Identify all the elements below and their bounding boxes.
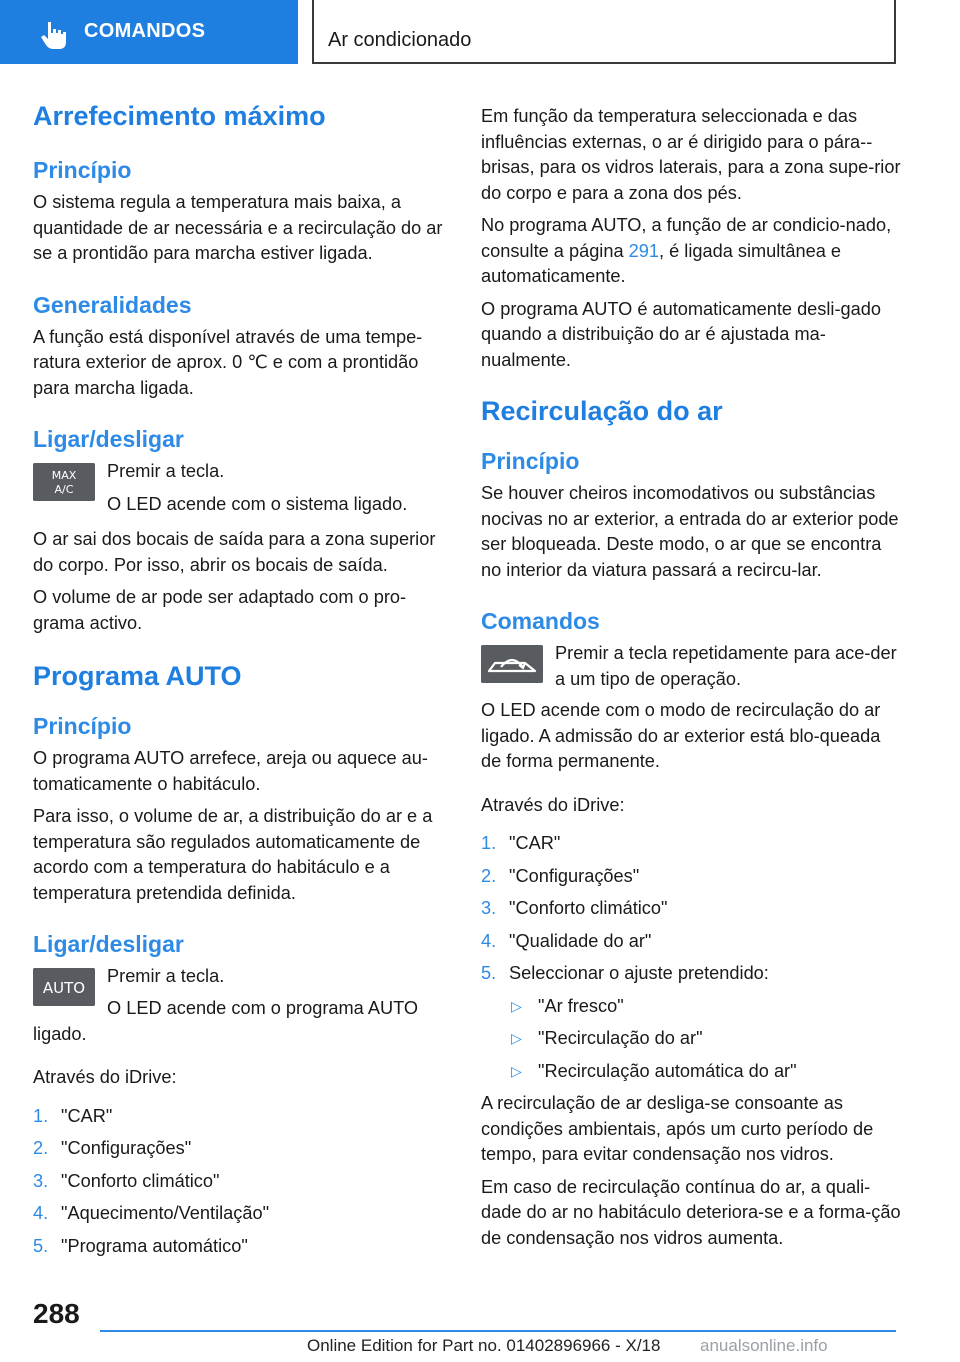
footer-edition: Online Edition for Part no. 01402896966 - X/18	[307, 1336, 661, 1355]
header-section-title: Ar condicionado	[328, 29, 472, 51]
options-list	[481, 994, 901, 1085]
text-idrive-right: Através do iDrive:	[481, 794, 625, 815]
text-led-auto: O LED acende com o programa AUTO ligado.	[33, 998, 419, 1044]
list-item: 3. "Conforto climático"	[481, 898, 668, 918]
list-item: 2. "Configurações"	[33, 1138, 192, 1158]
right-column	[481, 104, 901, 1251]
section-tab-label: COMANDOS	[84, 20, 206, 42]
max-ac-button-icon	[33, 463, 95, 501]
auto-label: AUTO	[42, 979, 86, 997]
heading-principio: Princípio	[33, 157, 132, 183]
list-item: 1. "CAR"	[33, 1105, 113, 1126]
maxac-instruction	[33, 459, 445, 517]
steps-list-left	[33, 1104, 445, 1260]
steps-list-right	[481, 831, 901, 987]
text-desliga: A recirculação de ar desliga-se consoante as condições ambientais, após um curto período de tempo, para evitar condensação nos vidros.	[481, 1093, 874, 1164]
header-title-box	[312, 0, 896, 64]
heading-arrefecimento-maximo: Arrefecimento máximo	[33, 101, 326, 131]
text-premir-tecla-1: Premir a tecla.	[107, 461, 225, 481]
footer-watermark: anualsonline.info	[700, 1336, 828, 1355]
heading-generalidades: Generalidades	[33, 291, 192, 318]
list-item: 5. Seleccionar o ajuste pretendido:	[481, 963, 769, 983]
page-reference-link[interactable]: 291	[628, 240, 659, 261]
heading-principio-2: Princípio	[33, 713, 132, 739]
text-led-sistema: O LED acende com o sistema ligado.	[107, 493, 408, 514]
list-item: ▷ "Ar fresco"	[481, 994, 901, 1020]
triangle-bullet-icon: ▷	[511, 1030, 522, 1046]
heading-ligar-desligar-1: Ligar/desligar	[33, 426, 184, 452]
list-item: 4. "Aquecimento/Ventilação"	[33, 1203, 270, 1223]
section-tab[interactable]	[0, 0, 298, 64]
auto-button-icon	[33, 968, 95, 1006]
footer-divider	[100, 1330, 896, 1332]
list-item: 1. "CAR"	[481, 833, 561, 853]
left-column	[33, 100, 445, 1266]
list-item: 5. "Programa automático"	[33, 1235, 248, 1256]
list-item: ▷ "Recirculação do ar"	[481, 1026, 901, 1052]
heading-principio-right: Princípio	[481, 448, 580, 474]
recirc-instruction	[481, 641, 901, 692]
text-volume: O volume de ar pode ser adaptado com o pro-grama activo.	[33, 587, 407, 633]
page-number: 288	[33, 1298, 80, 1329]
air-recirculation-button-icon	[481, 645, 543, 683]
text-ar-sai: O ar sai dos bocais de saída para a zona superior do corpo. Por isso, abrir os bocais de saída.	[33, 529, 436, 575]
text-principio: O sistema regula a temperatura mais baixa, a quantidade de ar necessária e a recirculação do ar se a prontidão para marcha estiver ligada.	[33, 192, 443, 263]
list-item: 2. "Configurações"	[481, 865, 640, 886]
text-programa-auto: No programa AUTO, a função de ar condicio-nado, consulte a página 291, é ligada simultânea e automaticamente.	[481, 215, 892, 286]
hand-pointer-icon	[40, 20, 68, 50]
text-led-recirc: O LED acende com o modo de recirculação do ar ligado. A admissão do ar exterior está blo-queada de forma permanente.	[481, 700, 881, 771]
text-premir-tecla-2: Premir a tecla.	[107, 966, 225, 986]
maxac-label-line1: MAX	[51, 469, 77, 482]
text-caso-recirculacao: Em caso de recirculação contínua do ar, a quali-dade do ar no habitáculo deteriora-se e a forma-ção de condensação nos vidros aumenta.	[481, 1176, 901, 1248]
text-funcao-temperatura: Em função da temperatura seleccionada e das influências externas, o ar é dirigido para o pára--brisas, para os vidros laterais, para a zona supe-rior do corpo e para a zona dos pés.	[481, 106, 901, 203]
auto-instruction	[33, 964, 445, 1008]
text-premir-repetidamente: Premir a tecla repetidamente para ace-der a um tipo de operação.	[555, 643, 897, 689]
triangle-bullet-icon: ▷	[511, 997, 522, 1014]
list-item: 4. "Qualidade do ar"	[481, 930, 652, 951]
heading-recirculacao: Recirculação do ar	[481, 396, 723, 426]
text-desligado: O programa AUTO é automaticamente desli-gado quando a distribuição do ar é ajustada ma-nualmente.	[481, 298, 881, 370]
heading-comandos: Comandos	[481, 608, 600, 634]
text-auto-2: Para isso, o volume de ar, a distribuição do ar e a temperatura são regulados automaticamente de acordo com a temperatura do habitáculo e a temperatura pretendida definida.	[33, 806, 433, 903]
text-idrive-left: Através do iDrive:	[33, 1067, 177, 1087]
maxac-label-line2: A/C	[54, 483, 74, 496]
heading-programa-auto: Programa AUTO	[33, 661, 242, 691]
text-generalidades: A função está disponível através de uma tempe-ratura exterior de aprox. 0 ℃ e com a prontidão para marcha ligada.	[33, 326, 423, 398]
text-auto-1: O programa AUTO arrefece, areja ou aquece au-tomaticamente o habitáculo.	[33, 748, 428, 794]
text-principio-right: Se houver cheiros incomodativos ou substâncias nocivas no ar exterior, a entrada do ar exterior pode ser bloqueada. Deste modo, o ar que se encontra no interior da viatura passará a recircu-lar.	[481, 483, 899, 580]
list-item: 3. "Conforto climático"	[33, 1170, 220, 1191]
heading-ligar-desligar-2: Ligar/desligar	[33, 931, 184, 957]
list-item: ▷ "Recirculação automática do ar"	[481, 1059, 901, 1085]
triangle-bullet-icon: ▷	[511, 1062, 522, 1079]
